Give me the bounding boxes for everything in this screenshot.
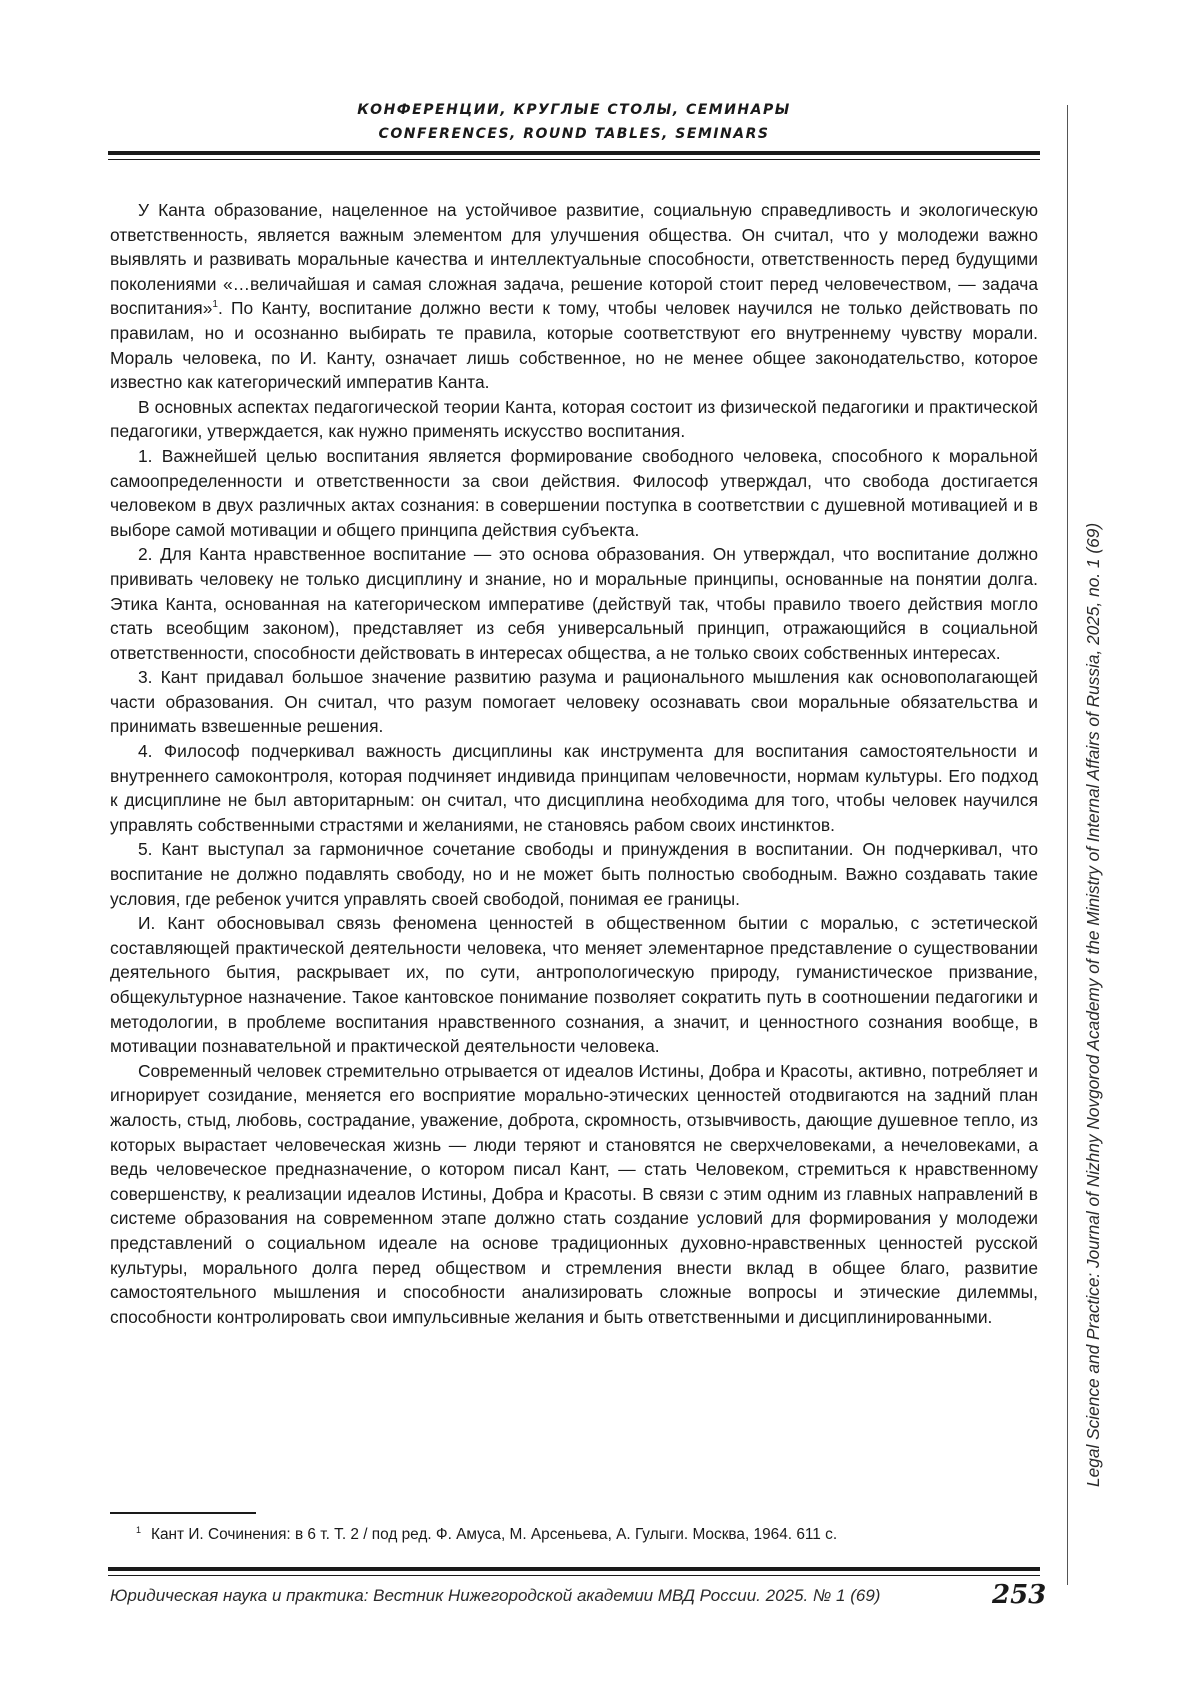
footnote-text: Кант И. Сочинения: в 6 т. Т. 2 / под ред. Ф. Амуса, М. Арсеньева, А. Гулыги. Москва, 1964. 611 с. [151, 1526, 838, 1543]
paragraph: И. Кант обосновывал связь феномена ценностей в общественном бытии с моралью, с эстетической составляющей практической деятельности человека, что меняет элементарное представление о существовании деятельного бытия, раскрывает их, по сути, антропологическую природу, гуманистическое призвание, общекультурное назначение. Такое кантовское понимание позволяет сократить путь в соотношении педагогики и методологии, в проблеме воспитания нравственного сознания, а значит, и ценностного сознания вообще, в мотивации познавательной и практической деятельности человека. [110, 913, 1038, 1057]
footer-rule-thin [108, 1575, 1040, 1576]
article-body [110, 198, 1038, 1329]
footnote-number: 1 [136, 1524, 142, 1535]
footer-journal-title: Юридическая наука и практика: Вестник Нижегородской академии МВД России. 2025. № 1 (69) [110, 1586, 881, 1605]
header-rule-thick [108, 151, 1040, 155]
paragraph: В основных аспектах педагогической теории Канта, которая состоит из физической педагогики и практической педагогики, утверждается, как нужно применять искусство воспитания. [110, 396, 1038, 442]
section-header [108, 98, 1040, 146]
paragraph: 5. Кант выступал за гармоничное сочетание свободы и принуждения в воспитании. Он подчеркивал, что воспитание не должно подавлять свободу, но и не может быть полностью свободным. Важно создавать такие условия, где ребенок учится управлять своей свободой, понимая ее границы. [110, 839, 1038, 909]
footnote-divider [110, 1512, 256, 1514]
paragraph: 4. Философ подчеркивал важность дисциплины как инструмента для воспитания самостоятельности и внутреннего самоконтроля, которая подчиняет индивида принципам человечности, нормам культуры. Его подход к дисциплине не был авторитарным: он считал, что дисциплина необходима для того, чтобы человек научился управлять собственными страстями и желаниями, не становясь рабом своих инстинктов. [110, 741, 1038, 835]
paragraph: Современный человек стремительно отрывается от идеалов Истины, Добра и Красоты, активно, потребляет и игнорирует созидание, меняется его восприятие морально-этических ценностей отодвигаются на задний план жалость, стыд, любовь, сострадание, уважение, доброта, скромность, отзывчивость, дающие душевное тепло, из которых вырастает человеческая жизнь — люди теряют и становятся не сверхчеловеками, а нечеловеками, а ведь человеческое предназначение, о котором писал Кант, — стать Человеком, стремиться к нравственному совершенству, к реализации идеалов Истины, Добра и Красоты. В связи с этим одним из главных направлений в системе образования на современном этапе должно стать создание условий для формирования у молодежи представлений о социальном идеале на основе традиционных духовно-нравственных ценностей русской культуры, морального долга перед обществом и стремления внести вклад в общее благо, развитие самостоятельного мышления и способности анализировать сложные вопросы и этические дилеммы, способности контролировать свои импульсивные желания и быть ответственными и дисциплинированными. [110, 1060, 1038, 1327]
section-title-en: CONFERENCES, ROUND TABLES, SEMINARS [378, 126, 770, 142]
page-number: 253 [992, 1580, 1047, 1610]
paragraph: 3. Кант придавал большое значение развитию разума и рационального мышления как основополагающей части образования. Он считал, что разум помогает человеку осознавать свои моральные обязательства и принимать взвешенные решения. [110, 667, 1038, 737]
paragraph: 2. Для Канта нравственное воспитание — это основа образования. Он утверждал, что воспитание должно прививать человеку не только дисциплину и знание, но и моральные принципы, основанные на понятии долга. Этика Канта, основанная на категорическом императиве (действуй так, чтобы правило твоего действия могло стать всеобщим законом), представляет из себя универсальный принцип, отражающийся в социальной ответственности, способности действовать в интересах общества, а не только своих собственных интересах. [110, 544, 1038, 663]
header-rule-thin [108, 159, 1040, 160]
footnote-ref[interactable]: 1 [212, 299, 218, 311]
sidebar-divider [1067, 105, 1068, 1585]
sidebar-journal-title: Legal Science and Practice: Journal of Nizhny Novgorod Academy of the Ministry of Internal Affairs of Russia, 2025, no. 1 (69) [1083, 522, 1103, 1487]
footnote [136, 1525, 837, 1545]
paragraph: 1. Важнейшей целью воспитания является формирование свободного человека, способного к моральной самоопределенности и ответственности за свои действия. Философ утверждал, что свобода достигается человеком в двух различных актах сознания: в совершении поступка в соответствии с душевной мотивацией и в выборе самой мотивации и общего принципа действия субъекта. [110, 445, 1038, 540]
section-title-ru: КОНФЕРЕНЦИИ, КРУГЛЫЕ СТОЛЫ, СЕМИНАРЫ [357, 102, 791, 118]
footer-rule-thick [108, 1567, 1040, 1571]
paragraph: У Канта образование, нацеленное на устойчивое развитие, социальную справедливость и экологическую ответственность, является важным элементом для улучшения общества. Он считал, что у молодежи важно выявлять и развивать моральные качества и интеллектуальные способности, ответственность перед будущими поколениями «…величайшая и самая сложная задача, решение которой стоит перед человечеством, — задача воспитания»$^1$. По Канту, воспитание должно вести к тому, чтобы человек научился не только действовать по правилам, но и осознанно выбирать те правила, которые соответствуют его внутреннему чувству морали. Мораль человека, по И. Канту, означает лишь собственное, но не менее общее законодательство, которое известно как категорический императив Канта. [110, 200, 1038, 393]
